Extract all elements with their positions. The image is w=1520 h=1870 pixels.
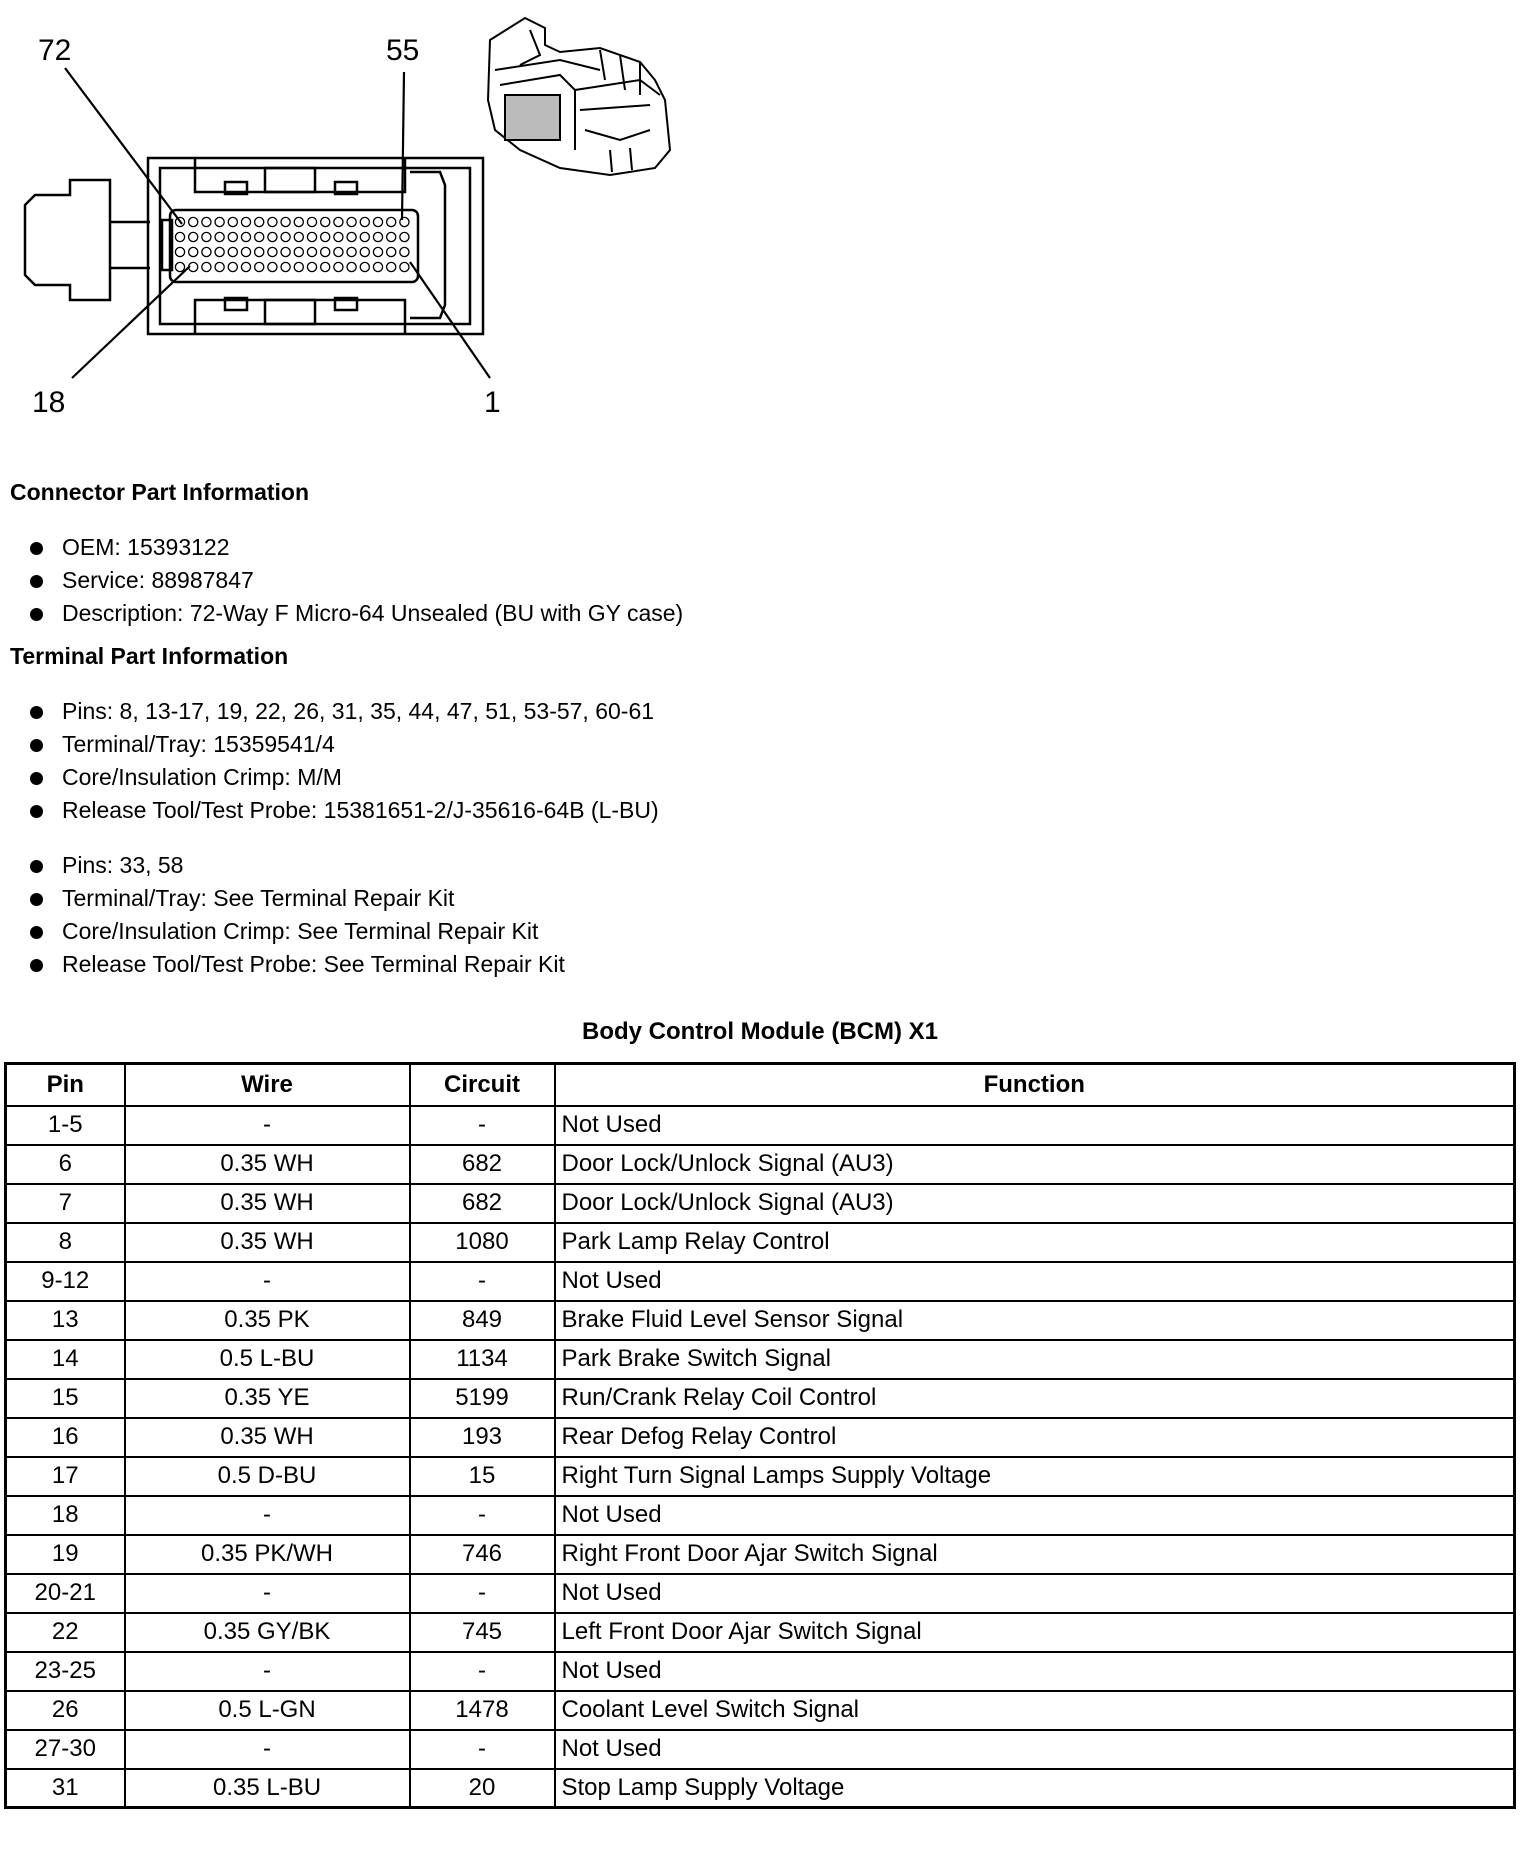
table-row xyxy=(6,1379,1515,1418)
table-row xyxy=(6,1535,1515,1574)
pin-cavity xyxy=(281,247,290,256)
pin-cavity xyxy=(215,247,224,256)
circuit-cell: 682 xyxy=(410,1184,555,1223)
function-cell: Coolant Level Switch Signal xyxy=(555,1691,1515,1730)
wire-cell: - xyxy=(125,1730,410,1769)
circuit-cell: - xyxy=(410,1106,555,1145)
pin-cavity xyxy=(202,217,211,226)
wire-cell: 0.5 L-BU xyxy=(125,1340,410,1379)
function-cell: Not Used xyxy=(555,1652,1515,1691)
table-row xyxy=(6,1223,1515,1262)
column-header-function: Function xyxy=(555,1064,1515,1106)
pin-cavity xyxy=(360,247,369,256)
wire-cell: 0.35 YE xyxy=(125,1379,410,1418)
pin-cavity xyxy=(228,232,237,241)
wire-cell: 0.35 L-BU xyxy=(125,1769,410,1808)
pin-cavity xyxy=(373,217,382,226)
pin-cavity xyxy=(202,247,211,256)
table-row xyxy=(6,1145,1515,1184)
table-row xyxy=(6,1730,1515,1769)
table-row xyxy=(6,1106,1515,1145)
pin-cavity xyxy=(321,232,330,241)
pin-cavity xyxy=(347,232,356,241)
pin-cavity xyxy=(215,232,224,241)
pin-cavity xyxy=(321,247,330,256)
function-cell: Park Lamp Relay Control xyxy=(555,1223,1515,1262)
pin-cavity xyxy=(360,217,369,226)
pinout-table xyxy=(4,1062,1516,1809)
list-item: Release Tool/Test Probe: See Terminal Repair Kit xyxy=(30,948,565,981)
pin-cavity xyxy=(255,247,264,256)
pin-cavity xyxy=(228,247,237,256)
function-cell: Right Turn Signal Lamps Supply Voltage xyxy=(555,1457,1515,1496)
circuit-cell: 5199 xyxy=(410,1379,555,1418)
pin-cavity xyxy=(400,247,409,256)
table-title: Body Control Module (BCM) X1 xyxy=(582,1018,938,1045)
pin-cavity xyxy=(307,262,316,271)
list-item: Pins: 33, 58 xyxy=(30,849,565,882)
wire-cell: 0.35 WH xyxy=(125,1145,410,1184)
pin-cavity xyxy=(255,262,264,271)
pin-cell: 15 xyxy=(6,1379,125,1418)
pin-cavity xyxy=(215,262,224,271)
pin-cavity xyxy=(175,247,184,256)
wire-cell: - xyxy=(125,1652,410,1691)
pin-cell: 18 xyxy=(6,1496,125,1535)
pin-cavity xyxy=(268,217,277,226)
pin-cavity xyxy=(373,247,382,256)
pin-label-1: 1 xyxy=(484,386,501,419)
pin-cavity xyxy=(228,262,237,271)
circuit-cell: 20 xyxy=(410,1769,555,1808)
circuit-cell: 1478 xyxy=(410,1691,555,1730)
pin-cavity xyxy=(175,232,184,241)
circuit-cell: - xyxy=(410,1652,555,1691)
pin-cavity xyxy=(360,262,369,271)
pin-cavity xyxy=(202,232,211,241)
function-cell: Door Lock/Unlock Signal (AU3) xyxy=(555,1145,1515,1184)
list-item: Release Tool/Test Probe: 15381651-2/J-35616-64B (L-BU) xyxy=(30,794,659,827)
function-cell: Not Used xyxy=(555,1496,1515,1535)
pin-cavity xyxy=(255,232,264,241)
pin-cavity xyxy=(360,232,369,241)
column-header-wire: Wire xyxy=(125,1064,410,1106)
wire-cell: - xyxy=(125,1496,410,1535)
pin-cavity xyxy=(268,232,277,241)
pin-cavity xyxy=(387,232,396,241)
function-cell: Left Front Door Ajar Switch Signal xyxy=(555,1613,1515,1652)
circuit-cell: 682 xyxy=(410,1145,555,1184)
pin-cavity xyxy=(281,217,290,226)
pin-cavity xyxy=(175,262,184,271)
circuit-cell: 1080 xyxy=(410,1223,555,1262)
wire-cell: 0.5 D-BU xyxy=(125,1457,410,1496)
pin-cavity xyxy=(373,262,382,271)
pin-cavity xyxy=(373,232,382,241)
pin-cavity xyxy=(387,217,396,226)
list-item: Terminal/Tray: 15359541/4 xyxy=(30,728,659,761)
pin-cavity xyxy=(281,232,290,241)
column-header-circuit: Circuit xyxy=(410,1064,555,1106)
wire-cell: 0.35 PK/WH xyxy=(125,1535,410,1574)
function-cell: Run/Crank Relay Coil Control xyxy=(555,1379,1515,1418)
list-item: Pins: 8, 13-17, 19, 22, 26, 31, 35, 44, 47, 51, 53-57, 60-61 xyxy=(30,695,659,728)
pin-cavity xyxy=(307,217,316,226)
pin-cavity xyxy=(202,262,211,271)
pin-cell: 27-30 xyxy=(6,1730,125,1769)
pin-cavity xyxy=(294,217,303,226)
table-row xyxy=(6,1418,1515,1457)
pin-cavity xyxy=(387,262,396,271)
wire-cell: 0.35 PK xyxy=(125,1301,410,1340)
table-header-row xyxy=(6,1064,1515,1106)
circuit-cell: - xyxy=(410,1262,555,1301)
pin-cell: 8 xyxy=(6,1223,125,1262)
table-row xyxy=(6,1691,1515,1730)
circuit-cell: 745 xyxy=(410,1613,555,1652)
pin-cavity xyxy=(294,247,303,256)
pin-cavity xyxy=(241,217,250,226)
pin-cavity xyxy=(347,262,356,271)
function-cell: Not Used xyxy=(555,1574,1515,1613)
function-cell: Not Used xyxy=(555,1730,1515,1769)
function-cell: Brake Fluid Level Sensor Signal xyxy=(555,1301,1515,1340)
circuit-cell: - xyxy=(410,1730,555,1769)
list-item: Description: 72-Way F Micro-64 Unsealed (BU with GY case) xyxy=(30,597,683,630)
circuit-cell: - xyxy=(410,1496,555,1535)
pin-cavity xyxy=(307,232,316,241)
pin-cell: 17 xyxy=(6,1457,125,1496)
list-item: Core/Insulation Crimp: See Terminal Repair Kit xyxy=(30,915,565,948)
pin-cell: 6 xyxy=(6,1145,125,1184)
pin-cell: 19 xyxy=(6,1535,125,1574)
connector-perspective-view xyxy=(488,18,670,175)
table-row xyxy=(6,1340,1515,1379)
table-row xyxy=(6,1496,1515,1535)
table-row xyxy=(6,1184,1515,1223)
table-row xyxy=(6,1574,1515,1613)
list-item: Service: 88987847 xyxy=(30,564,683,597)
column-header-pin: Pin xyxy=(6,1064,125,1106)
pin-cell: 20-21 xyxy=(6,1574,125,1613)
wire-cell: 0.35 WH xyxy=(125,1184,410,1223)
wire-cell: 0.5 L-GN xyxy=(125,1691,410,1730)
list-item: OEM: 15393122 xyxy=(30,531,683,564)
pin-cavity xyxy=(268,262,277,271)
wire-cell: - xyxy=(125,1574,410,1613)
function-cell: Right Front Door Ajar Switch Signal xyxy=(555,1535,1515,1574)
pin-cavity xyxy=(241,247,250,256)
pin-cavity xyxy=(334,247,343,256)
pin-cell: 23-25 xyxy=(6,1652,125,1691)
pin-cell: 1-5 xyxy=(6,1106,125,1145)
table-row xyxy=(6,1613,1515,1652)
pin-label-72: 72 xyxy=(38,34,72,67)
pin-cavity xyxy=(241,232,250,241)
pin-cavity xyxy=(334,262,343,271)
pin-cavity xyxy=(294,262,303,271)
function-cell: Rear Defog Relay Control xyxy=(555,1418,1515,1457)
pin-cell: 26 xyxy=(6,1691,125,1730)
circuit-cell: 1134 xyxy=(410,1340,555,1379)
table-row xyxy=(6,1652,1515,1691)
function-cell: Door Lock/Unlock Signal (AU3) xyxy=(555,1184,1515,1223)
wire-cell: - xyxy=(125,1262,410,1301)
function-cell: Stop Lamp Supply Voltage xyxy=(555,1769,1515,1808)
connector-diagram xyxy=(0,0,720,430)
pin-cavity xyxy=(334,232,343,241)
pin-cavity xyxy=(321,262,330,271)
circuit-cell: 193 xyxy=(410,1418,555,1457)
pin-cell: 14 xyxy=(6,1340,125,1379)
connector-info-title: Connector Part Information xyxy=(10,479,310,505)
terminal-info-list-2 xyxy=(30,849,565,981)
pin-cavity xyxy=(189,247,198,256)
circuit-cell: 746 xyxy=(410,1535,555,1574)
pin-cavity xyxy=(189,232,198,241)
table-row xyxy=(6,1262,1515,1301)
pin-cell: 7 xyxy=(6,1184,125,1223)
function-cell: Not Used xyxy=(555,1262,1515,1301)
wire-cell: 0.35 GY/BK xyxy=(125,1613,410,1652)
pin-cell: 16 xyxy=(6,1418,125,1457)
pin-cavity xyxy=(255,217,264,226)
connector-info-list xyxy=(30,531,683,630)
pin-cavity xyxy=(281,262,290,271)
pin-cell: 13 xyxy=(6,1301,125,1340)
pin-cavity xyxy=(347,247,356,256)
circuit-cell: - xyxy=(410,1574,555,1613)
pin-cavity xyxy=(228,217,237,226)
terminal-info-title: Terminal Part Information xyxy=(10,643,289,669)
pin-cavity xyxy=(400,232,409,241)
pin-cavity xyxy=(241,262,250,271)
pin-cavity xyxy=(215,217,224,226)
pin-cell: 31 xyxy=(6,1769,125,1808)
pin-cell: 9-12 xyxy=(6,1262,125,1301)
pin-cavity xyxy=(294,232,303,241)
pin-cavity xyxy=(268,247,277,256)
wire-cell: 0.35 WH xyxy=(125,1223,410,1262)
wire-cell: 0.35 WH xyxy=(125,1418,410,1457)
circuit-cell: 849 xyxy=(410,1301,555,1340)
list-item: Core/Insulation Crimp: M/M xyxy=(30,761,659,794)
list-item: Terminal/Tray: See Terminal Repair Kit xyxy=(30,882,565,915)
pin-label-55: 55 xyxy=(386,34,420,67)
table-row xyxy=(6,1301,1515,1340)
pin-cavity xyxy=(321,217,330,226)
pin-cell: 22 xyxy=(6,1613,125,1652)
pin-cavity xyxy=(307,247,316,256)
pin-cavity xyxy=(189,217,198,226)
wire-cell: - xyxy=(125,1106,410,1145)
pin-cavity xyxy=(347,217,356,226)
function-cell: Not Used xyxy=(555,1106,1515,1145)
pin-cavity xyxy=(400,262,409,271)
circuit-cell: 15 xyxy=(410,1457,555,1496)
pin-cavity xyxy=(334,217,343,226)
pin-cavity xyxy=(387,247,396,256)
function-cell: Park Brake Switch Signal xyxy=(555,1340,1515,1379)
pin-label-18: 18 xyxy=(32,386,66,419)
table-row xyxy=(6,1457,1515,1496)
terminal-info-list-1 xyxy=(30,695,659,827)
table-row xyxy=(6,1769,1515,1808)
